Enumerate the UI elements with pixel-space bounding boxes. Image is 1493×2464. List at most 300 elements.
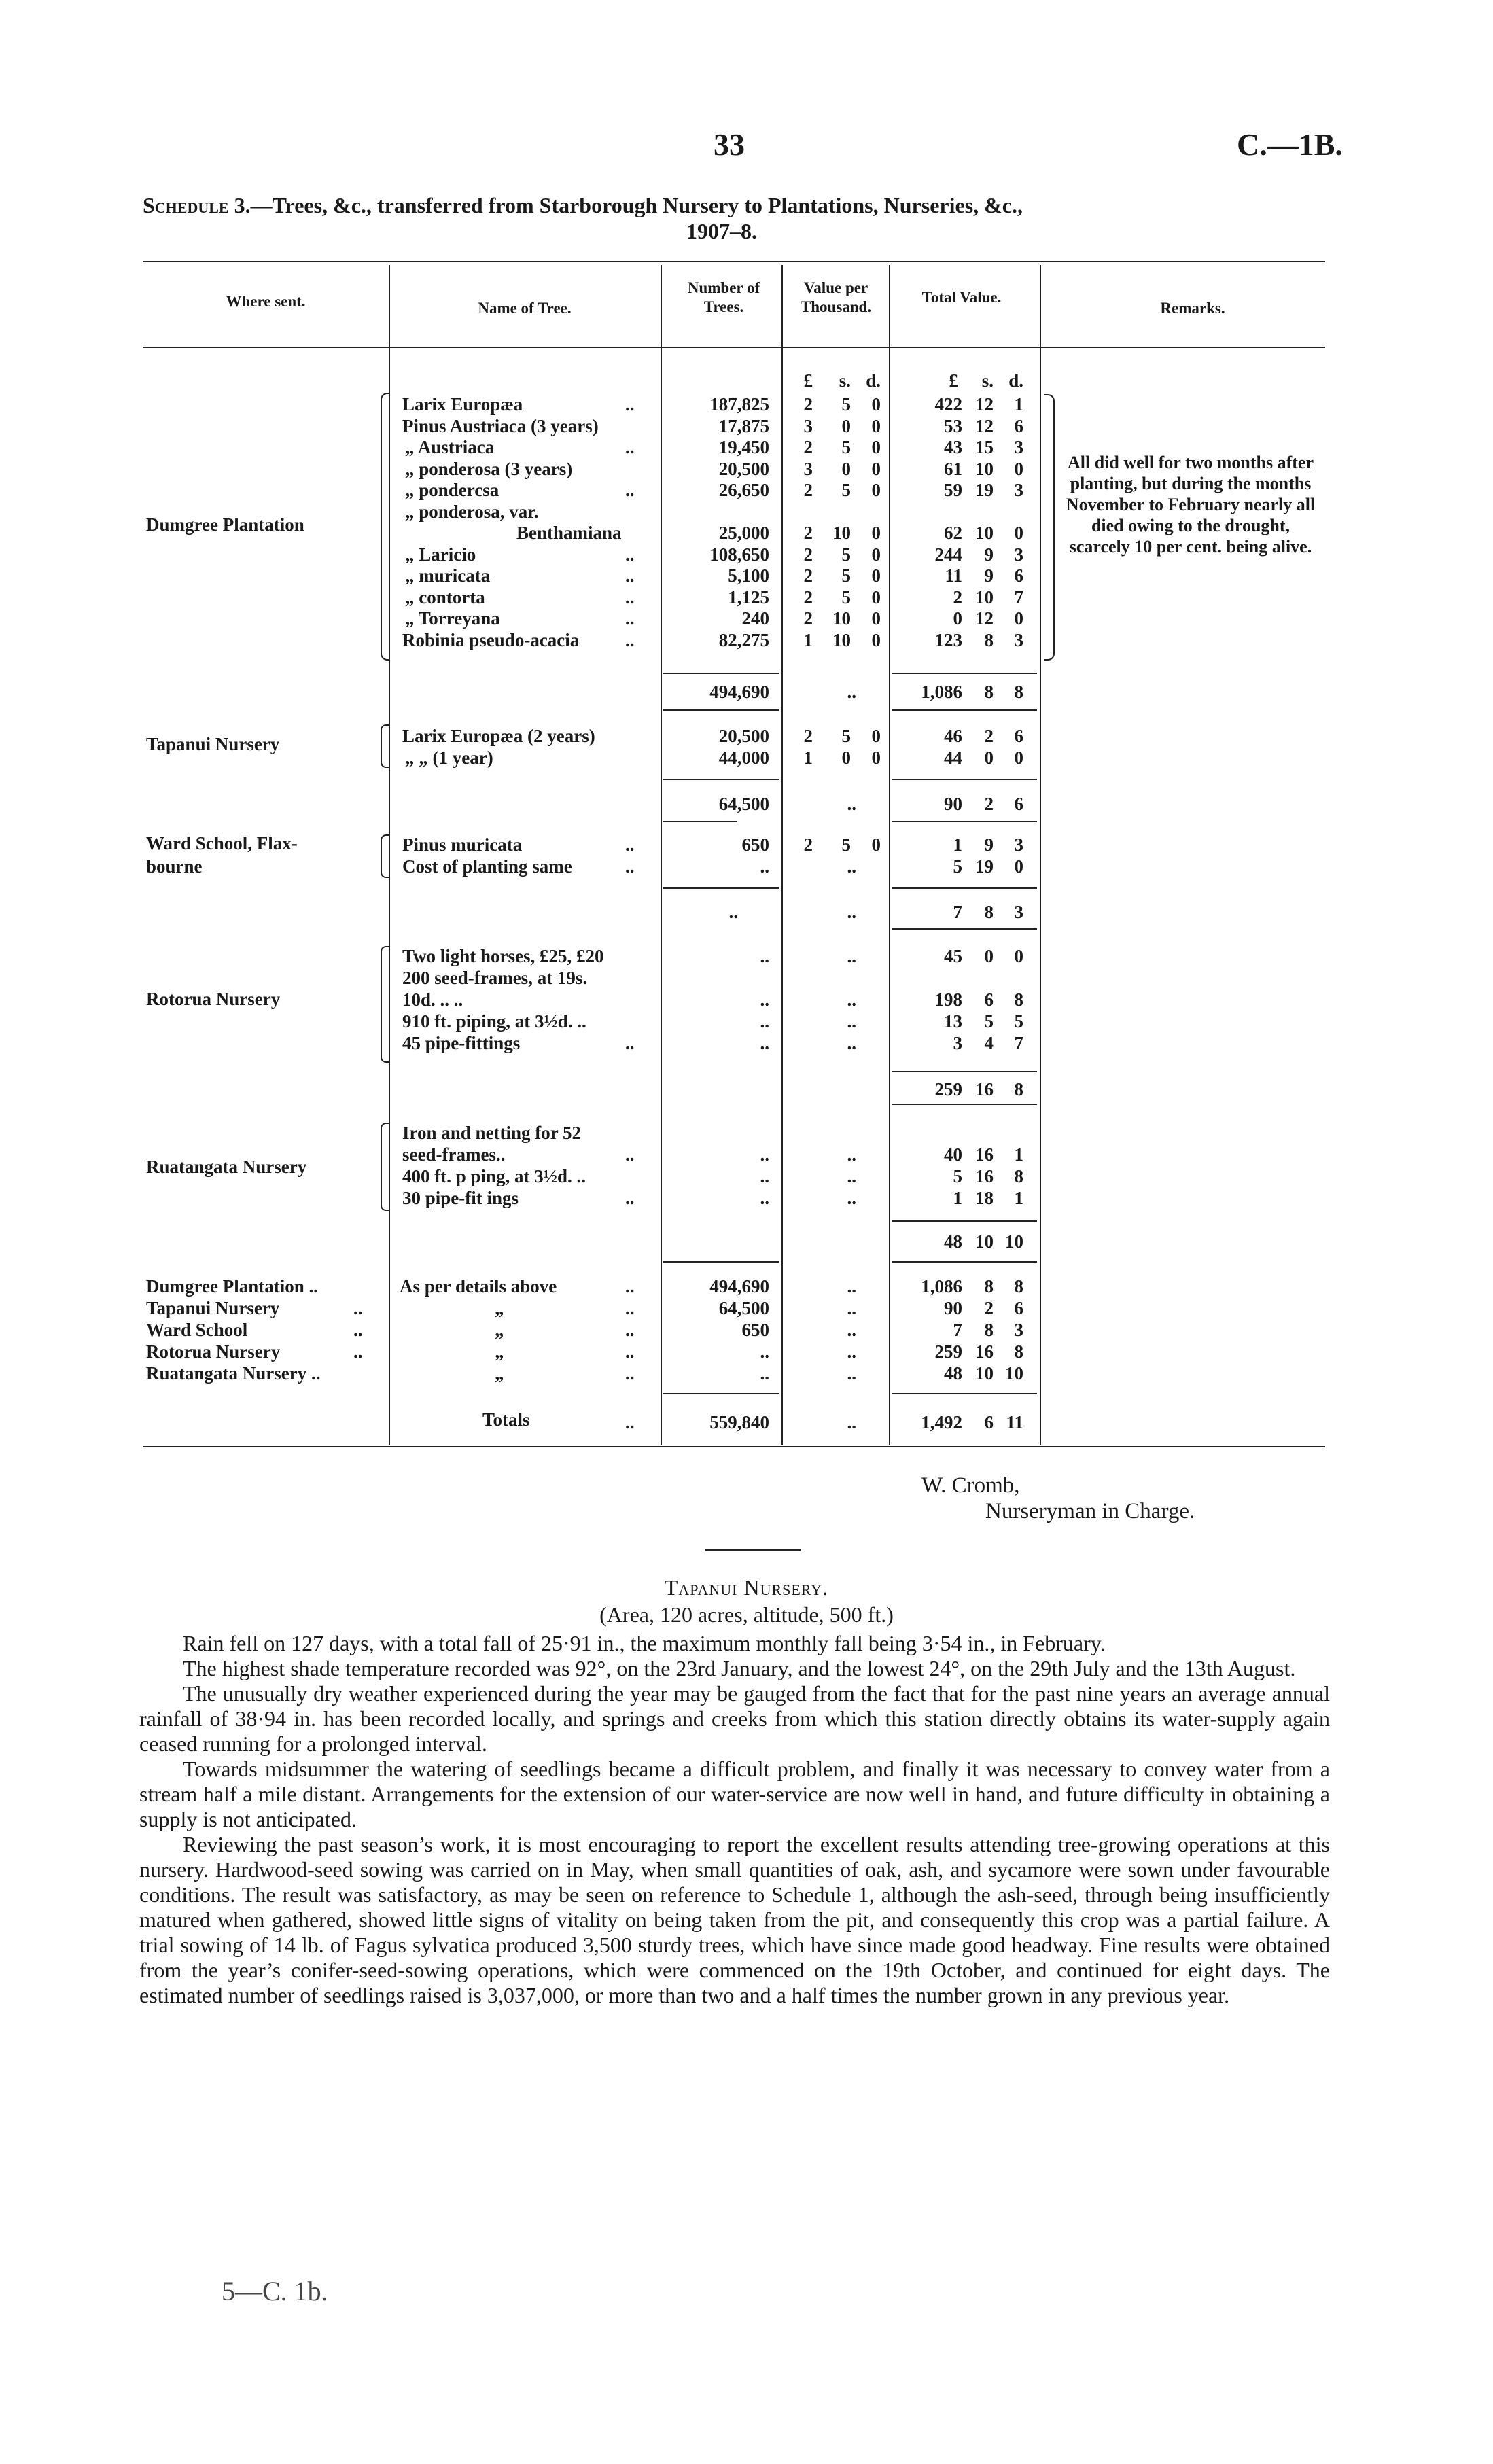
number-of-trees: .. [760,1144,769,1165]
total-shillings: 9 [984,565,994,586]
summary-value: .. [847,1320,856,1340]
number-of-trees: 240 [741,608,769,629]
where-tapanui: Tapanui Nursery [146,734,280,754]
summary-where: Ward School [146,1320,248,1340]
leader-dots: .. [625,544,635,565]
brace-ward [381,834,389,878]
value-pence: 0 [871,726,881,746]
total-shillings: 12 [975,608,994,629]
summary-number: 494,690 [709,1276,769,1297]
value-per-thousand: .. [847,1011,856,1032]
tree-name: seed-frames.. [402,1144,506,1165]
tapanui-subtotal-s: 2 [984,794,994,814]
leader-dots: .. [625,1188,635,1208]
value-per-thousand: .. [847,1033,856,1053]
brace-rotorua [381,946,389,1063]
total-shillings: 18 [975,1188,994,1208]
total-pounds: 40 [944,1144,962,1165]
leader-dots: .. [625,480,635,500]
total-pence: 7 [1014,1033,1023,1053]
value-pounds: 2 [803,834,813,855]
summary-number: 64,500 [718,1298,769,1318]
value-shillings: 5 [841,726,851,746]
total-shillings: 0 [984,747,994,768]
total-pounds: 0 [953,608,962,629]
leader-dots: .. [353,1341,363,1362]
summary-total-pounds: 90 [944,1298,962,1318]
paragraph-dry-weather: The unusually dry weather experienced during the year may be gauged from the fact that for the past nine years an average annual rainfall of 38·94 in. has been recorded locally, and springs and creeks from which this station directly obtains its water-supply again ceased running for a prolonged interval. [139,1681,1330,1756]
value-pence: 0 [871,544,881,565]
number-of-trees: 44,000 [718,747,769,768]
number-of-trees: 17,875 [718,415,769,436]
total-pence: 1 [1014,1144,1023,1165]
subtotal-rule [892,887,1037,889]
totals-rule [892,1393,1037,1394]
leader-dots: .. [625,1276,635,1297]
total-pounds: 53 [944,415,962,436]
where-dumgree: Dumgree Plantation [146,514,304,535]
summary-where: Rotorua Nursery [146,1341,281,1362]
dumgree-subtotal-l: 1,086 [921,682,962,702]
total-pence: 1 [1014,1188,1023,1208]
section-rule [892,1261,1037,1263]
total-pounds: 1 [953,1188,962,1208]
tapanui-subtotal-l: 90 [944,794,962,814]
ward-subtotal-value: .. [847,902,856,922]
total-pence: 6 [1014,415,1023,436]
paragraph-temperature: The highest shade temperature recorded was 92°, on the 23rd January, and the lowest 24°, on the 29th July and the 13th August. [183,1656,1296,1680]
total-shillings: 9 [984,834,994,855]
summary-total-pounds: 259 [934,1341,962,1362]
subtotal-rule [663,779,779,780]
value-pounds: 3 [803,458,813,479]
value-pence: 0 [871,437,881,457]
value-pounds: 2 [803,726,813,746]
tree-name: „ Austriaca [405,437,495,457]
total-shillings: 19 [975,480,994,500]
total-shillings: 9 [984,544,994,565]
section-rule [892,1104,1037,1105]
total-pounds: 11 [945,565,962,586]
summary-value: .. [847,1298,856,1318]
summary-name: As per details above [400,1276,557,1297]
value-pounds: 2 [803,394,813,415]
summary-total-shillings: 2 [984,1298,994,1318]
number-of-trees: 108,650 [709,544,769,565]
leader-dots: .. [625,1341,635,1362]
leader-dots: .. [625,856,635,877]
leader-dots: .. [625,437,635,457]
value-per-thousand: .. [847,1166,856,1186]
schedule-caption-lead: Schedule [143,193,229,217]
number-of-trees: .. [760,1188,769,1208]
subtotal-rule [663,887,779,889]
total-pounds: 2 [953,586,962,608]
summary-number: .. [760,1341,769,1362]
number-of-trees: 1,125 [728,586,769,608]
value-per-thousand: .. [847,856,856,877]
ruatangata-subtotal-d: 10 [1005,1231,1023,1252]
summary-total-shillings: 8 [984,1276,994,1297]
tree-name: Pinus Austriaca (3 years) [402,415,599,436]
value-pence: 0 [871,458,881,479]
number-of-trees: 20,500 [718,458,769,479]
brace-tapanui [381,724,389,768]
summary-total-pounds: 48 [944,1363,962,1384]
header-total-value: Total Value. [921,289,1002,306]
tree-name: „ contorta [405,586,485,608]
number-of-trees: .. [760,946,769,966]
tree-name: Robinia pseudo-acacia [402,629,580,650]
value-shillings: 10 [832,523,851,543]
schedule-caption-text: 3.—Trees, &c., transferred from Starborough Nursery to Plantations, Nurseries, &c., [228,193,1023,217]
rotorua-subtotal-l: 259 [934,1079,962,1099]
total-pence: 3 [1014,544,1023,565]
total-pounds: 5 [953,856,962,877]
total-pounds: 13 [944,1011,962,1032]
unit-pounds: £ [803,370,813,391]
total-pence: 7 [1014,586,1023,608]
tree-name: „ ponderosa (3 years) [405,458,573,479]
table-header-rule [143,347,1325,348]
leader-dots: .. [625,1320,635,1340]
ruatangata-subtotal-l: 48 [944,1231,962,1252]
value-shillings: 0 [841,747,851,768]
total-pence: 3 [1014,437,1023,457]
number-of-trees: 20,500 [718,726,769,746]
ward-subtotal-s: 8 [984,902,994,922]
total-pence: 8 [1014,1166,1023,1186]
subtotal-rule [663,673,779,674]
value-per-thousand: .. [847,1188,856,1208]
summary-total-pounds: 7 [953,1320,962,1340]
header-name-of-tree: Name of Tree. [478,300,572,317]
table-col-rule [661,265,662,1445]
number-of-trees: .. [760,1033,769,1053]
header-value-per-thousand: Value per Thousand. [800,279,872,315]
tree-name: „ ponderosa, var. [405,501,539,522]
value-shillings: 5 [841,544,851,565]
section-rule [892,928,1037,930]
section-title: Tapanui Nursery. [664,1575,829,1600]
total-shillings: 16 [975,1144,994,1165]
total-pence: 1 [1014,394,1023,415]
total-pence: 0 [1014,458,1023,479]
summary-value: .. [847,1276,856,1297]
tree-name: „ muricata [405,565,491,586]
total-pence: 3 [1014,834,1023,855]
number-of-trees: 5,100 [728,565,769,586]
value-shillings: 10 [832,608,851,629]
value-pence: 0 [871,629,881,650]
unit-pence: d. [866,370,881,391]
value-shillings: 5 [841,480,851,500]
paragraph-watering: Towards midsummer the watering of seedlings became a difficult problem, and finally it was necessary to convey water from a stream half a mile distant. Arrangements for the extension of our water-service are now well in hand, and future difficulty in obtaining a supply is not anticipated. [139,1757,1330,1831]
summary-name: „ [495,1320,504,1340]
total-pounds: 61 [944,458,962,479]
table-bottom-rule [143,1446,1325,1447]
value-shillings: 10 [832,629,851,650]
paragraph-rainfall: Rain fell on 127 days, with a total fall of 25·91 in., the maximum monthly fall being 3·54 in., in February. [183,1631,1106,1655]
value-shillings: 0 [841,458,851,479]
leader-dots: .. [625,394,635,415]
value-per-thousand: .. [847,946,856,966]
totals-l: 1,492 [921,1412,962,1432]
value-shillings: 5 [841,565,851,586]
total-pence: 3 [1014,480,1023,500]
leader-dots: .. [625,608,635,629]
leader-dots: .. [353,1298,363,1318]
table-top-rule [143,261,1325,262]
total-shillings: 12 [975,415,994,436]
total-pounds: 44 [944,747,962,768]
total-shillings: 6 [984,989,994,1010]
value-pounds: 2 [803,586,813,608]
value-shillings: 0 [841,415,851,436]
unit-shillings: s. [839,370,851,391]
total-pence: 0 [1014,747,1023,768]
tree-name: Benthamiana [516,523,622,543]
where-ward-school-line2: bourne [146,856,203,877]
total-pounds: 244 [934,544,962,565]
tree-name: „ Torreyana [405,608,500,629]
total-shillings: 19 [975,856,994,877]
total-pence: 5 [1014,1011,1023,1032]
number-of-trees: 26,650 [718,480,769,500]
totals-rule [663,1393,779,1394]
summary-total-pence: 10 [1005,1363,1023,1384]
total-shillings: 8 [984,629,994,650]
summary-number: 650 [741,1320,769,1340]
number-of-trees: 82,275 [718,629,769,650]
unit-pounds: £ [949,370,958,391]
value-per-thousand: .. [847,1144,856,1165]
section-rule [892,821,1037,822]
value-pounds: 2 [803,608,813,629]
value-pence: 0 [871,834,881,855]
summary-total-pence: 3 [1014,1320,1023,1340]
total-pence: 0 [1014,946,1023,966]
number-of-trees: 187,825 [709,394,769,415]
ward-subtotal-l: 7 [953,902,962,922]
subtotal-rule [892,779,1037,780]
tree-name: 45 pipe-fittings [402,1033,521,1053]
schedule-caption [143,193,1366,218]
section-rule [892,709,1037,711]
total-pence: 8 [1014,989,1023,1010]
summary-value: .. [847,1363,856,1384]
value-pence: 0 [871,608,881,629]
total-pounds: 5 [953,1166,962,1186]
value-pence: 0 [871,586,881,608]
schedule-year: 1907–8. [686,219,757,243]
totals-value: .. [847,1412,856,1432]
value-pounds: 1 [803,747,813,768]
leader-dots: .. [625,1298,635,1318]
number-of-trees: 25,000 [718,523,769,543]
number-of-trees: .. [760,989,769,1010]
tree-name: Larix Europæa [402,394,523,415]
total-pounds: 3 [953,1033,962,1053]
value-shillings: 5 [841,394,851,415]
number-of-trees: .. [760,1011,769,1032]
leader-dots: .. [353,1320,363,1340]
total-pence: 0 [1014,608,1023,629]
document-code: C.—1B. [1237,127,1343,162]
value-pounds: 1 [803,629,813,650]
summary-number: .. [760,1363,769,1384]
tree-name: Pinus muricata [402,834,523,855]
tree-name: Iron and netting for 52 [402,1123,582,1143]
total-pence: 6 [1014,726,1023,746]
total-pence: 0 [1014,856,1023,877]
value-per-thousand: .. [847,989,856,1010]
total-pounds: 59 [944,480,962,500]
number-of-trees: 19,450 [718,437,769,457]
total-shillings: 5 [984,1011,994,1032]
totals-dots: .. [625,1412,635,1432]
where-rotorua: Rotorua Nursery [146,989,281,1009]
total-shillings: 10 [975,586,994,608]
value-pounds: 2 [803,565,813,586]
leader-dots: .. [625,1144,635,1165]
summary-total-pence: 8 [1014,1341,1023,1362]
total-pounds: 1 [953,834,962,855]
total-shillings: 12 [975,394,994,415]
rotorua-subtotal-d: 8 [1014,1079,1023,1099]
section-subtitle: (Area, 120 acres, altitude, 500 ft.) [599,1602,894,1627]
leader-dots: .. [625,629,635,650]
summary-where: Ruatangata Nursery .. [146,1363,321,1384]
value-pence: 0 [871,394,881,415]
total-pence: 3 [1014,629,1023,650]
section-rule [663,1261,779,1263]
total-pence: 6 [1014,565,1023,586]
value-pence: 0 [871,480,881,500]
tree-name: „ „ (1 year) [405,747,493,768]
total-pounds: 62 [944,523,962,543]
tree-name: 30 pipe-fit ings [402,1188,519,1208]
subtotal-rule [892,1220,1037,1222]
dumgree-subtotal-value: .. [847,682,856,702]
dumgree-subtotal-s: 8 [984,682,994,702]
value-pounds: 2 [803,437,813,457]
paragraph-review: Reviewing the past season’s work, it is most encouraging to report the excellent results attending tree-growing operations at this nursery. Hardwood-seed sowing was carried on in May, when small quantities of oak, ash, and sycamore were sown under favourable conditions. The result was satisfactory, as may be seen on reference to Schedule 1, although the ash-seed, through being insufficiently matured when gathered, showed little signs of vitality on being taken from the pit, and consequently this crop was a partial failure. A trial sowing of 14 lb. of Fagus sylvatica produced 3,500 sturdy trees, which have since made good headway. Fine results were obtained from the year’s conifer-seed-sowing operations, which were commenced on the 19th October, and continued for eight days. The estimated number of seedlings raised is 3,037,000, or more than two and a half times the number grown in any previous year. [139,1832,1330,2007]
footer-mark: 5—C. 1b. [222,2276,328,2306]
unit-pence: d. [1008,370,1023,391]
leader-dots: .. [625,586,635,608]
total-shillings: 15 [975,437,994,457]
value-pounds: 2 [803,480,813,500]
totals-s: 6 [984,1412,994,1432]
tree-name: „ Laricio [405,544,476,565]
summary-total-pounds: 1,086 [921,1276,962,1297]
total-pounds: 198 [934,989,962,1010]
leader-dots: .. [625,565,635,586]
total-shillings: 2 [984,726,994,746]
total-pounds: 43 [944,437,962,457]
tree-name: 910 ft. piping, at 3½d. .. [402,1011,586,1032]
summary-where: Dumgree Plantation .. [146,1276,318,1297]
value-pounds: 2 [803,544,813,565]
rotorua-subtotal-s: 16 [975,1079,994,1099]
section-rule [663,821,737,822]
leader-dots: .. [625,1363,635,1384]
value-pence: 0 [871,747,881,768]
ward-subtotal-number: .. [728,902,738,922]
summary-name: „ [495,1341,504,1362]
totals-label: Totals [482,1409,530,1430]
where-ward-school-line1: Ward School, Flax- [146,833,298,853]
unit-shillings: s. [981,370,994,391]
totals-number: 559,840 [709,1412,769,1432]
brace-dumgree [381,393,390,661]
brace-ruatangata [381,1123,389,1211]
total-shillings: 10 [975,458,994,479]
summary-name: „ [495,1363,504,1384]
dumgree-remarks: All did well for two months after planting, but during the months November to February nearly all died owing to the drought, scarcely 10 per cent. being alive. [1066,453,1316,557]
number-of-trees: .. [760,856,769,877]
section-rule [663,709,779,711]
summary-where: Tapanui Nursery [146,1298,280,1318]
total-shillings: 0 [984,946,994,966]
body-text [139,1631,1330,2008]
total-shillings: 10 [975,523,994,543]
tree-name: 400 ft. p ping, at 3½d. .. [402,1166,586,1186]
tree-name: Cost of planting same [402,856,572,877]
tapanui-subtotal-number: 64,500 [718,794,769,814]
totals-d: 11 [1006,1412,1023,1432]
ward-subtotal-d: 3 [1014,902,1023,922]
summary-name: „ [495,1298,504,1318]
dumgree-subtotal-number: 494,690 [709,682,769,702]
subtotal-rule [892,1071,1037,1072]
total-shillings: 16 [975,1166,994,1186]
total-pounds: 123 [934,629,962,650]
table-col-rule [889,265,890,1445]
number-of-trees: 650 [741,834,769,855]
dumgree-subtotal-d: 8 [1014,682,1023,702]
tree-name: „ pondercsa [405,480,499,500]
signature-role: Nurseryman in Charge. [985,1499,1195,1524]
total-pounds: 46 [944,726,962,746]
leader-dots: .. [625,834,635,855]
tree-name: Larix Europæa (2 years) [402,726,595,746]
where-ruatangata: Ruatangata Nursery [146,1157,307,1177]
leader-dots: .. [625,1033,635,1053]
total-pence: 0 [1014,523,1023,543]
tapanui-subtotal-value: .. [847,794,856,814]
value-pence: 0 [871,565,881,586]
brace-remarks [1044,394,1055,661]
tree-name: 200 seed-frames, at 19s. [402,968,588,988]
header-remarks: Remarks. [1160,300,1225,317]
header-number-of-trees: Number of Trees. [687,279,760,315]
summary-total-shillings: 10 [975,1363,994,1384]
table-col-rule [1040,265,1041,1445]
tree-name: Two light horses, £25, £20 [402,946,604,966]
summary-value: .. [847,1341,856,1362]
page-number: 33 [714,127,745,162]
table-col-rule [781,265,783,1445]
header-where-sent: Where sent. [226,293,306,310]
tree-name: 10d. .. .. [402,989,463,1010]
value-pence: 0 [871,523,881,543]
value-shillings: 5 [841,834,851,855]
summary-total-pence: 6 [1014,1298,1023,1318]
total-shillings: 4 [984,1033,994,1053]
ruatangata-subtotal-s: 10 [975,1231,994,1252]
